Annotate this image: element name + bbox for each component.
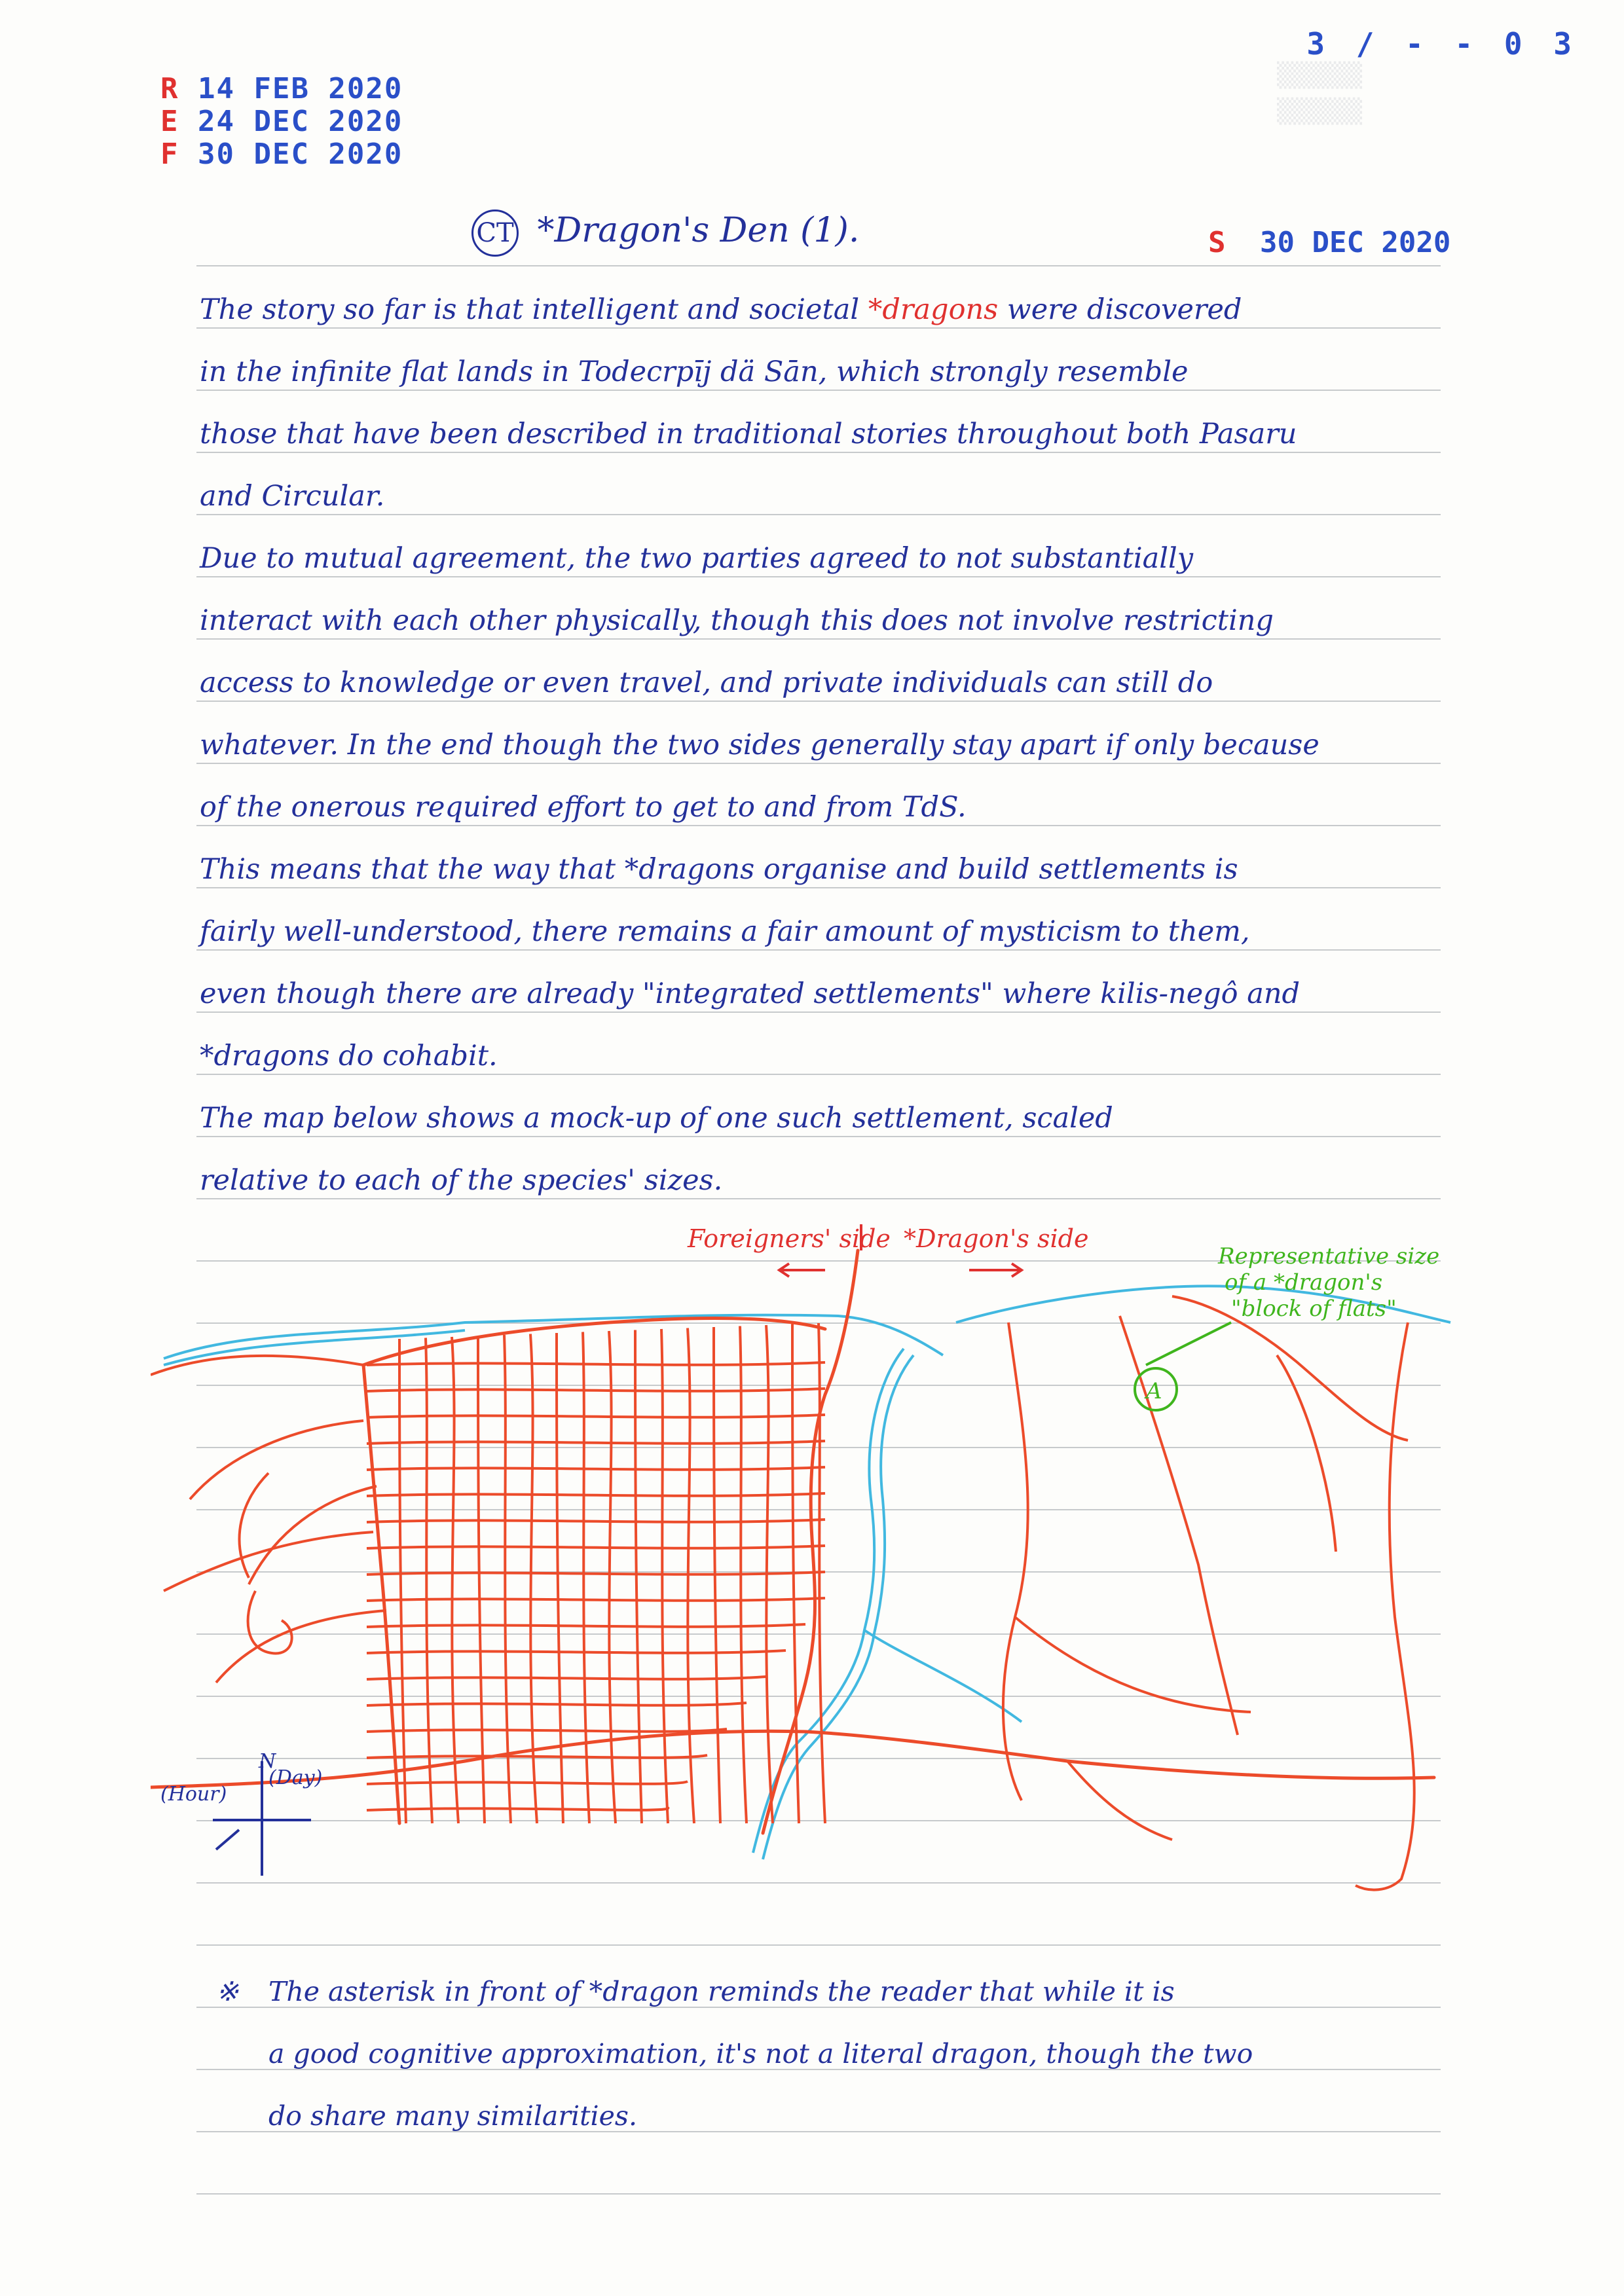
ruled-line [196,576,1441,577]
ruled-line [196,1198,1441,1199]
footnote-line: a good cognitive approximation, it's not a literal dragon, though the two [268,2038,1253,2069]
highlighted-term: *dragons [868,293,999,326]
body-line [200,853,1238,886]
body-line [200,604,1274,637]
body-line [200,542,1193,575]
grid-street-ew [367,1624,805,1627]
compass-rose [160,1750,322,1876]
grid-street-ew [367,1362,825,1365]
settlement-map [151,1224,1460,1892]
green-label-line: "block of flats" [1231,1296,1397,1322]
grid-street-ns [452,1337,458,1823]
ruled-line [196,1136,1441,1137]
grid-street-ns [557,1333,563,1823]
ruled-line [196,390,1441,391]
body-line-text: This means that the way that *dragons organise and build settlements is [200,853,1238,886]
footnote-line: The asterisk in front of *dragon reminds the reader that while it is [268,1976,1175,2007]
stamp-date: 24 DEC 2020 [198,105,403,138]
grid-street-ns [426,1338,432,1824]
date-stamp-edited [160,105,403,138]
ruled-line [196,1074,1441,1075]
ruled-line [196,2193,1441,2195]
ruled-line [196,763,1441,764]
ruled-line [196,949,1441,951]
body-line [200,791,967,824]
block-of-flats-size-marker [1135,1243,1439,1410]
grid-street-ew [367,1467,825,1470]
body-line-text: relative to each of the species' sizes. [200,1164,723,1197]
footnote-mark: ※ [216,1976,239,2007]
bleed-through-mark: ▒▒▒▒▒▒ [1277,62,1363,89]
grid-street-ew [367,1572,825,1575]
stamp-date: 30 DEC 2020 [198,137,403,171]
stamp-date: 14 FEB 2020 [198,72,403,105]
body-line-text: access to knowledge or even travel, and private individuals can still do [200,666,1213,699]
grid-street-ew [367,1650,786,1653]
ruled-line [196,701,1441,702]
grid-street-ew [367,1415,825,1417]
body-line [200,1102,1113,1135]
date-stamp-received [160,72,403,105]
title-text: *Dragon's Den (1). [537,211,860,250]
page-title [471,210,859,257]
grid-street-ns [635,1330,642,1824]
stamp-key: E [160,105,179,138]
body-line-text: *dragons do cohabit. [200,1040,498,1072]
grid-street-ew [367,1598,825,1601]
ruled-line [196,265,1441,266]
body-line [200,915,1250,948]
compass-north: N [259,1750,276,1773]
body-line-text: whatever. In the end though the two sides generally stay apart if only because [200,729,1320,761]
side-date-stamp [1208,226,1450,259]
stamp-key: S [1208,226,1226,259]
foreigners-side-label: Foreigners' side [688,1224,891,1253]
ruled-line [196,1944,1441,1946]
grid-street-ew [367,1729,727,1732]
green-label-line: Representative size [1218,1243,1440,1269]
stamp-key: R [160,72,179,105]
stamp-key: F [160,137,179,171]
serial-number-stamp: 3 / - - 0 3 [1306,26,1578,62]
body-line [200,355,1188,388]
stamp-date: 30 DEC 2020 [1260,226,1451,259]
grid-street-ew [367,1677,766,1679]
grid-street-ns [399,1339,406,1823]
grid-street-ns [661,1329,668,1823]
ruled-line [196,327,1441,329]
ruled-line [196,825,1441,826]
ruled-line [196,1011,1441,1013]
ruled-line [196,514,1441,515]
body-line-text: fairly well-understood, there remains a fair amount of mysticism to them, [200,915,1250,948]
ruled-line [196,638,1441,640]
ruled-line [196,887,1441,888]
grid-street-ew [367,1493,825,1496]
grid-street-ew [367,1441,825,1444]
bleed-through-mark: ▒▒▒▒▒▒ [1277,98,1363,125]
body-line-text: Due to mutual agreement, the two parties agreed to not substantially [200,542,1194,575]
ruled-line [196,452,1441,453]
compass-hour-label: (Hour) [160,1783,227,1806]
body-line [200,1040,498,1072]
footnote-line: do share many similarities. [268,2100,638,2132]
grid-street-ns [609,1331,616,1823]
body-line [200,977,1300,1010]
body-line-text: and Circular. [200,480,385,513]
map-side-labels [687,1224,1088,1277]
body-line-text: interact with each other physically, though this does not involve restricting [200,604,1274,637]
street-grid [367,1323,825,1823]
green-label-line: of a *dragon's [1225,1269,1383,1296]
grid-street-ns [504,1335,511,1823]
dragons-side-label: *Dragon's side [904,1224,1089,1253]
body-line-text: in the infinite flat lands in Todecrpīj dä Sān, which strongly resemble [200,355,1189,388]
grid-street-ew [367,1546,825,1548]
body-line-text: The story so far is that intelligent and societal [200,293,868,326]
body-line-text: The map below shows a mock-up of one such settlement, scaled [200,1102,1113,1135]
grid-street-ew [367,1808,668,1810]
grid-street-ns [478,1336,485,1824]
date-stamp-final [160,137,403,171]
body-line-text: those that have been described in traditional stories throughout both Pasaru [200,418,1297,450]
body-line [200,1164,722,1197]
west-roads [151,1356,386,1683]
green-marker-letter: A [1146,1378,1162,1404]
grid-street-ns [583,1332,589,1824]
title-badge: CT [471,210,519,257]
body-line [200,293,1242,326]
body-line [200,666,1213,699]
grid-street-ew [367,1520,825,1522]
grid-street-ew [367,1389,825,1391]
body-line [200,729,1320,761]
east-roads [1003,1296,1414,1890]
grid-street-ew [367,1755,707,1758]
compass-day-label: (Day) [268,1766,323,1789]
body-line-text: even though there are already "integrated settlements" where kilis-negô and [200,977,1301,1010]
body-line [200,480,384,513]
body-line-text: of the onerous required effort to get to and from TdS. [200,791,967,824]
body-line-text: were discovered [998,293,1242,326]
body-line [200,418,1297,450]
